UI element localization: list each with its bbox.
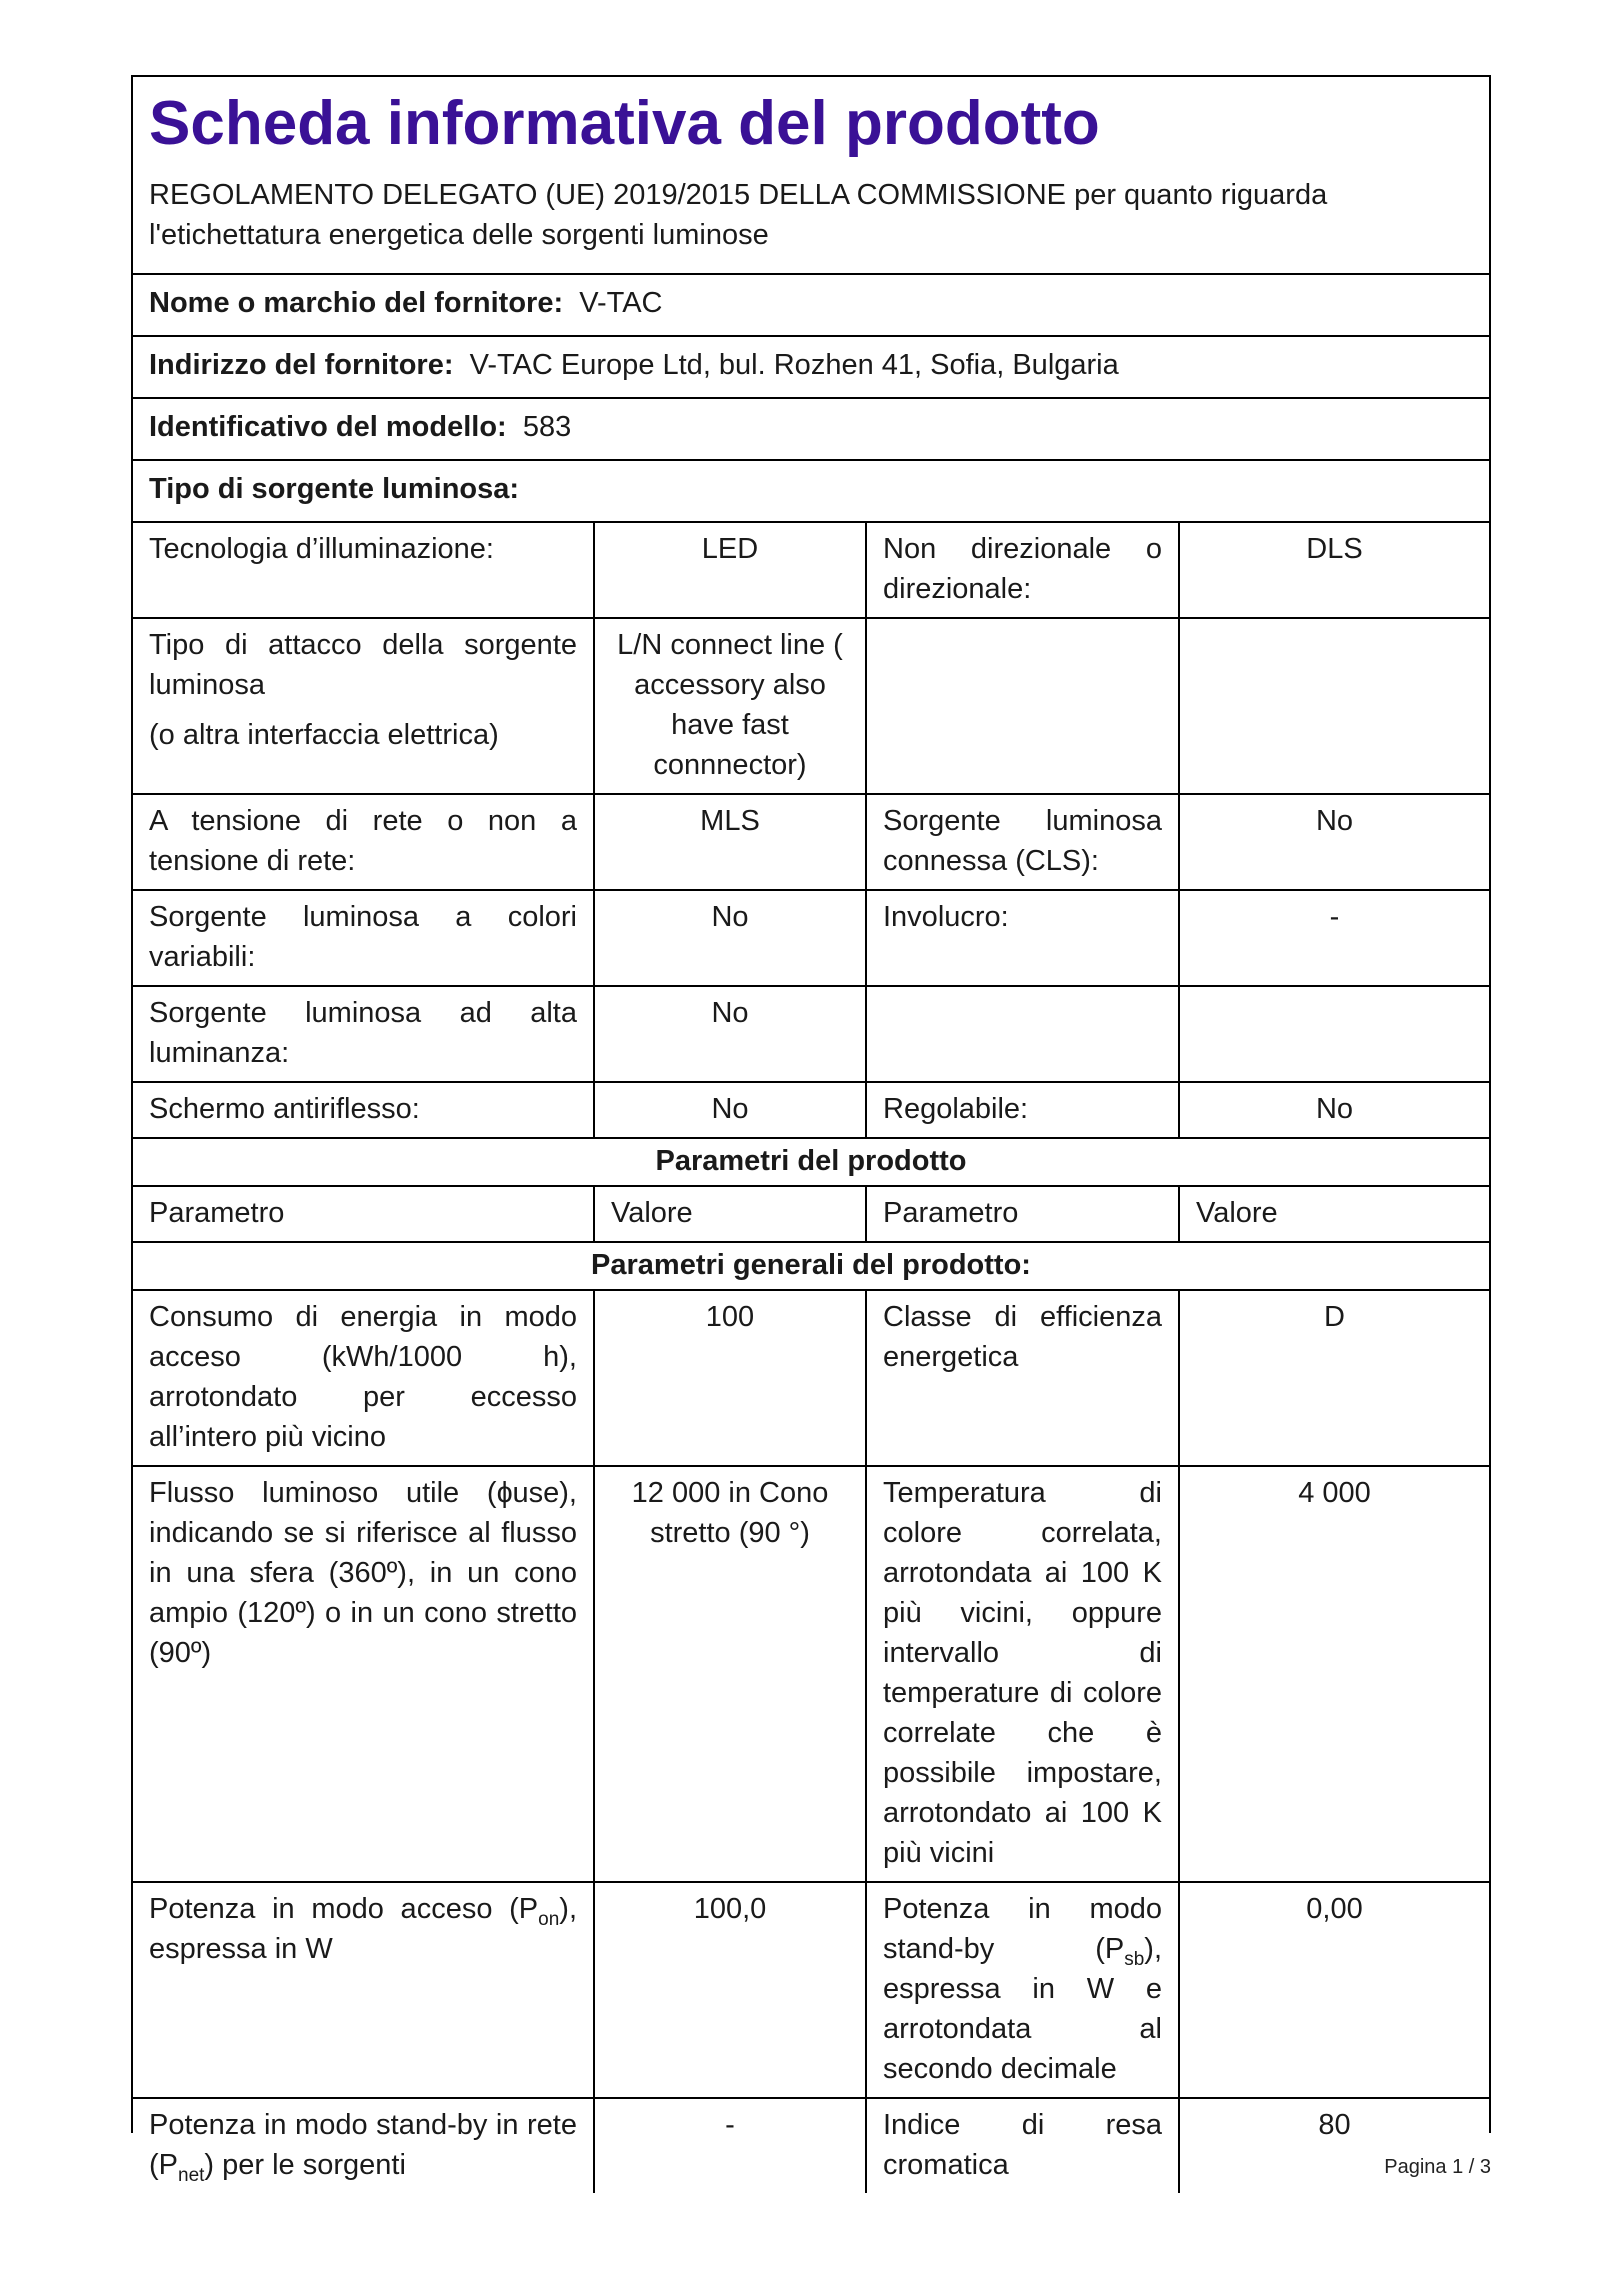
- row-value-2: 80: [1318, 2109, 1351, 2141]
- row-value-2: -: [1329, 901, 1340, 933]
- row-label: [133, 619, 595, 793]
- table-row: [133, 1083, 1489, 1139]
- table-row: [133, 1291, 1489, 1467]
- row-label: Tecnologia d’illuminazione:: [133, 523, 595, 617]
- table-row: [133, 1467, 1489, 1883]
- title-row: [133, 77, 1489, 275]
- row-value: 100,0: [595, 1883, 867, 2097]
- row-label-2: Potenza in modo stand-by $(P_{sb})$, espressa in W e arrotondata al secondo decimale: [867, 1883, 1180, 2097]
- row-label-2: Involucro:: [867, 891, 1180, 985]
- supplier-address-label: Indirizzo del fornitore:: [149, 349, 454, 381]
- regulation-line-1: REGOLAMENTO DELEGATO (UE) 2019/2015 DELLA COMMISSIONE per quanto riguarda: [149, 179, 1328, 211]
- table-row: [133, 523, 1489, 619]
- row-value-2: 0,00: [1306, 1893, 1363, 1925]
- column-header-value: Valore: [595, 1187, 867, 1241]
- table-row: [133, 2099, 1489, 2193]
- light-source-type-label: Tipo di sorgente luminosa:: [149, 473, 520, 505]
- row-label: Potenza in modo acceso $(P_{on})$, espressa in W: [133, 1883, 595, 2097]
- section-heading-row: [133, 1243, 1489, 1291]
- row-value: No: [595, 891, 867, 985]
- row-label: A tensione di rete o non a tensione di rete:: [133, 795, 595, 889]
- general-params-heading: Parametri generali del prodotto:: [591, 1249, 1031, 1281]
- row-label-2: [867, 619, 1180, 793]
- row-value: 12 000 in Cono stretto (90 °): [595, 1467, 867, 1881]
- table-row: [133, 1883, 1489, 2099]
- row-label: Schermo antiriflesso:: [133, 1083, 595, 1137]
- row-value-2: D: [1324, 1301, 1345, 1333]
- page-title: Scheda informativa del prodotto: [149, 89, 1100, 158]
- row-label: Sorgente luminosa a colori variabili:: [133, 891, 595, 985]
- row-label: Sorgente luminosa ad alta luminanza:: [133, 987, 595, 1081]
- row-value: No: [595, 1083, 867, 1137]
- row-value: L/N connect line ( accessory also have fast connnector): [595, 619, 867, 793]
- regulation-line-2: l'etichettatura energetica delle sorgenti luminose: [149, 219, 769, 251]
- row-label-2: Classe di efficienza energetica: [867, 1291, 1180, 1465]
- row-value: No: [595, 987, 867, 1081]
- row-label-2: Non direzionale o direzionale:: [867, 523, 1180, 617]
- light-source-type-row: [133, 461, 1489, 523]
- row-label-2: Sorgente luminosa connessa (CLS):: [867, 795, 1180, 889]
- supplier-name-value: V-TAC: [579, 287, 663, 319]
- row-value-2: [1180, 619, 1489, 793]
- row-value: -: [595, 2099, 867, 2193]
- row-value-2: No: [1315, 805, 1354, 837]
- model-identifier-row: [133, 399, 1489, 461]
- regulation-reference: [149, 175, 1473, 255]
- section-heading-row: [133, 1139, 1489, 1187]
- row-value-2: DLS: [1306, 533, 1363, 565]
- supplier-address-row: [133, 337, 1489, 399]
- row-label-2: [867, 987, 1180, 1081]
- row-value: 100: [595, 1291, 867, 1465]
- row-label: Potenza in modo stand-by in rete $(P_{net})$ per le sorgenti: [133, 2099, 595, 2193]
- row-label: Flusso luminoso utile (ɸuse), indicando se si riferisce al flusso in una sfera (360º), in un cono ampio (120º) o in un cono stretto (90º): [133, 1467, 595, 1881]
- column-header-parameter-2: Parametro: [867, 1187, 1180, 1241]
- supplier-name-row: [133, 275, 1489, 337]
- table-row: [133, 987, 1489, 1083]
- row-label-2: Regolabile:: [867, 1083, 1180, 1137]
- model-identifier-label: Identificativo del modello:: [149, 411, 507, 443]
- table-row: [133, 891, 1489, 987]
- table-row: [133, 795, 1489, 891]
- cap-type-label: Tipo di attacco della sorgente luminosa: [149, 629, 577, 701]
- section-heading: Parametri del prodotto: [655, 1145, 967, 1177]
- row-label-2: Indice di resa cromatica: [867, 2099, 1180, 2193]
- title-block: [133, 77, 1489, 273]
- row-value-2: 4 000: [1298, 1477, 1371, 1509]
- row-value: MLS: [595, 795, 867, 889]
- row-value-2: No: [1315, 1093, 1354, 1125]
- supplier-address-value: V-TAC Europe Ltd, bul. Rozhen 41, Sofia, Bulgaria: [469, 349, 1119, 381]
- row-label-2: Temperatura di colore correlata, arrotondata ai 100 K più vicini, oppure intervallo di temperature di colore correlate che è possibile impostare, arrotondato ai 100 K più vicini: [867, 1467, 1180, 1881]
- model-identifier-value: 583: [522, 411, 572, 443]
- supplier-name-label: Nome o marchio del fornitore:: [149, 287, 564, 319]
- cap-type-note: (o altra interfaccia elettrica): [149, 719, 499, 751]
- row-value: LED: [595, 523, 867, 617]
- page-number: Pagina 1 / 3: [1384, 2156, 1491, 2178]
- row-value-2: [1180, 987, 1489, 1081]
- column-header-value-2: Valore: [1196, 1197, 1278, 1229]
- column-header-row: [133, 1187, 1489, 1243]
- table-row: [133, 619, 1489, 795]
- row-label: Consumo di energia in modo acceso (kWh/1000 h), arrotondato per eccesso all’intero più vicino: [133, 1291, 595, 1465]
- column-header-parameter: Parametro: [133, 1187, 595, 1241]
